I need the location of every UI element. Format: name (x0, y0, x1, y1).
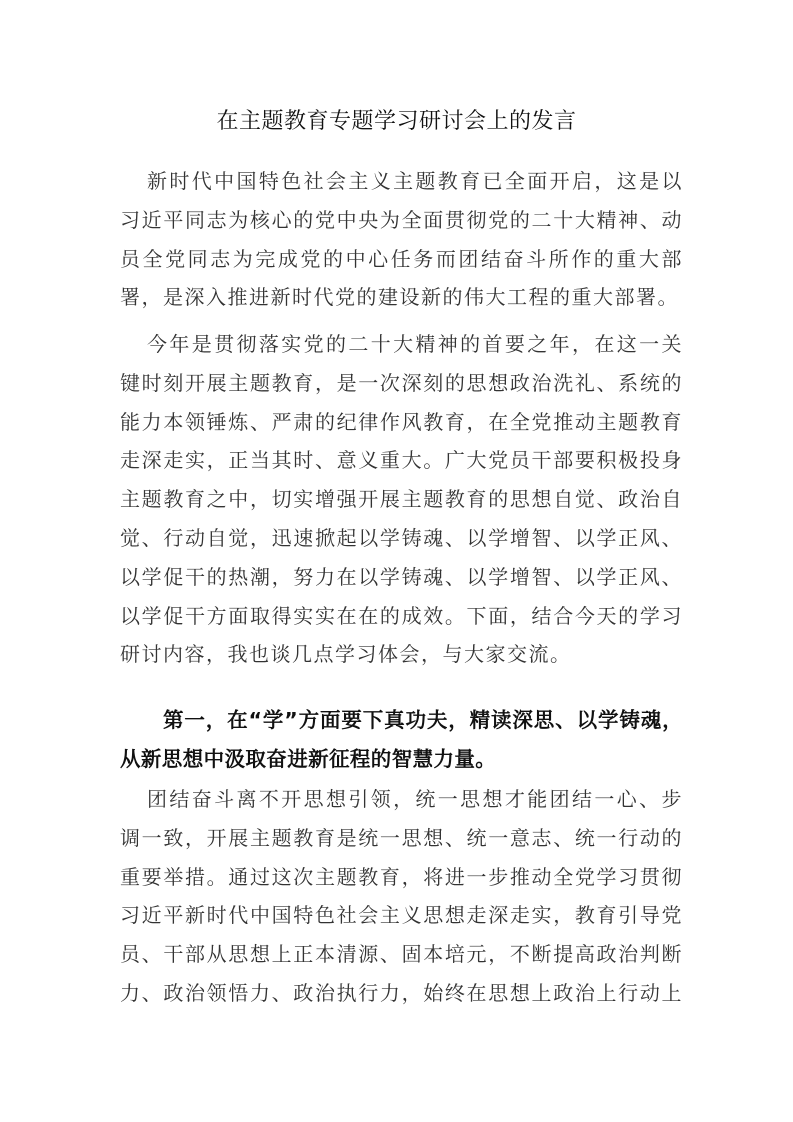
paragraph-line: 署，是深入推进新时代党的建设新的伟大工程的重大部署。 (120, 285, 679, 310)
paragraph-line: 员、干部从思想上正本清源、固本培元，不断提高政治判断 (120, 942, 683, 967)
section-heading-line: 第一，在“学”方面要下真功夫，精读深思、以学铸魂， (163, 708, 683, 732)
paragraph-line: 今年是贯彻落实党的二十大精神的首要之年，在这一关 (147, 332, 683, 356)
paragraph-line: 以学促干的热潮，努力在以学铸魂、以学增智、以学正风、 (120, 564, 683, 589)
paragraph-line: 主题教育之中，切实增强开展主题教育的思想自觉、政治自 (120, 487, 683, 512)
section-heading-line: 从新思想中汲取奋进新征程的智慧力量。 (120, 746, 497, 771)
paragraph-line: 习近平同志为核心的党中央为全面贯彻党的二十大精神、动 (120, 207, 683, 232)
paragraph-line: 习近平新时代中国特色社会主义思想走深走实，教育引导党 (120, 903, 683, 928)
paragraph-line: 走深走实，正当其时、意义重大。广大党员干部要积极投身 (120, 448, 683, 473)
paragraph-line: 研讨内容，我也谈几点学习体会，与大家交流。 (120, 642, 572, 667)
paragraph-line: 以学促干方面取得实实在在的成效。下面，结合今天的学习 (120, 603, 683, 628)
paragraph-line: 员全党同志为完成党的中心任务而团结奋斗所作的重大部 (120, 246, 683, 271)
paragraph-line: 重要举措。通过这次主题教育，将进一步推动全党学习贯彻 (120, 864, 683, 889)
paragraph-line: 键时刻开展主题教育，是一次深刻的思想政治洗礼、系统的 (120, 370, 683, 395)
paragraph-line: 新时代中国特色社会主义主题教育已全面开启，这是以 (147, 169, 683, 193)
paragraph-line: 觉、行动自觉，迅速掀起以学铸魂、以学增智、以学正风、 (120, 526, 683, 550)
paragraph-line: 能力本领锤炼、严肃的纪律作风教育，在全党推动主题教育 (120, 409, 683, 434)
paragraph-line: 力、政治领悟力、政治执行力，始终在思想上政治上行动上 (120, 981, 683, 1005)
paragraph-line: 调一致，开展主题教育是统一思想、统一意志、统一行动的 (120, 825, 683, 850)
paragraph-line: 团结奋斗离不开思想引领，统一思想才能团结一心、步 (147, 787, 683, 811)
document-title: 在主题教育专题学习研讨会上的发言 (216, 109, 577, 134)
